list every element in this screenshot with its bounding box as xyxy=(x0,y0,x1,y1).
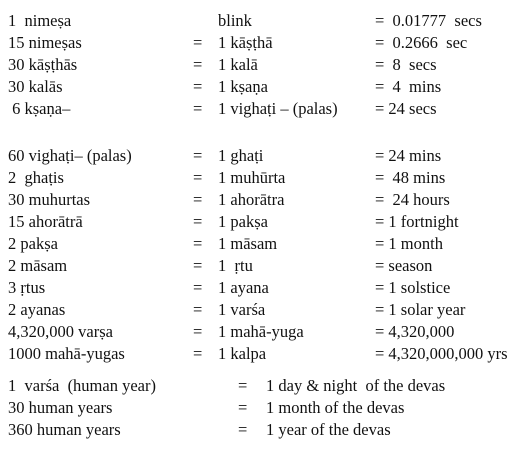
unit-to: 1 kalā xyxy=(218,55,258,74)
unit-from: 30 human years xyxy=(8,398,113,417)
equals-sign: = xyxy=(193,146,203,165)
equivalent-value: = 4 mins xyxy=(375,77,442,96)
table-row xyxy=(0,167,532,189)
unit-to: blink xyxy=(218,11,252,30)
table-row xyxy=(0,397,532,419)
unit-to: 1 ahorātra xyxy=(218,190,285,209)
unit-to: 1 varśa xyxy=(218,300,266,319)
equals-sign: = xyxy=(193,33,203,52)
equivalent-value: = 24 mins xyxy=(375,146,442,165)
unit-from: 60 vighaṭi– (palas) xyxy=(8,146,132,165)
equivalent-value: = 24 secs xyxy=(375,99,437,118)
unit-to: 1 ṛtu xyxy=(218,256,253,275)
table-row xyxy=(0,419,532,441)
unit-to: 1 pakṣa xyxy=(218,212,268,231)
unit-from: 15 ahorātrā xyxy=(8,212,83,231)
unit-to: 1 kṣaṇa xyxy=(218,77,268,96)
equals-sign: = xyxy=(193,99,203,118)
table-row xyxy=(0,32,532,54)
equivalent-value: = season xyxy=(375,256,433,275)
table-row xyxy=(0,189,532,211)
unit-from: 2 pakṣa xyxy=(8,234,58,253)
equals-sign: = xyxy=(193,234,203,253)
table-row xyxy=(0,76,532,98)
unit-to: 1 mahā-yuga xyxy=(218,322,304,341)
table-row xyxy=(0,98,532,120)
equals-sign: = xyxy=(193,344,203,363)
equals-sign: = xyxy=(238,398,248,417)
table-row xyxy=(0,54,532,76)
unit-to: 1 ghaṭi xyxy=(218,146,264,165)
unit-to: 1 day & night of the devas xyxy=(266,376,446,395)
table-row xyxy=(0,375,532,397)
equals-sign: = xyxy=(193,256,203,275)
unit-to: 1 muhūrta xyxy=(218,168,286,187)
equivalent-value: = 1 fortnight xyxy=(375,212,459,231)
equivalent-value: = 1 solar year xyxy=(375,300,466,319)
table-row xyxy=(0,211,532,233)
unit-from: 1000 mahā-yugas xyxy=(8,344,125,363)
unit-to: 1 month of the devas xyxy=(266,398,405,417)
unit-to: 1 ayana xyxy=(218,278,269,297)
unit-to: 1 kāṣṭhā xyxy=(218,33,273,52)
table-row xyxy=(0,321,532,343)
equals-sign: = xyxy=(238,420,248,439)
equals-sign: = xyxy=(238,376,248,395)
unit-to: 1 māsam xyxy=(218,234,278,253)
equals-sign: = xyxy=(193,322,203,341)
unit-from: 30 kāṣṭhās xyxy=(8,55,78,74)
table-row xyxy=(0,343,532,365)
unit-to: 1 kalpa xyxy=(218,344,267,363)
unit-from: 30 muhurtas xyxy=(8,190,91,209)
equivalent-value: = 8 secs xyxy=(375,55,437,74)
equals-sign: = xyxy=(193,212,203,231)
equivalent-value: = 24 hours xyxy=(375,190,450,209)
equivalent-value: = 4,320,000,000 yrs xyxy=(375,344,508,363)
equals-sign: = xyxy=(193,168,203,187)
unit-to: 1 year of the devas xyxy=(266,420,391,439)
table-row xyxy=(0,10,532,32)
equivalent-value: = 1 solstice xyxy=(375,278,451,297)
unit-from: 2 ghaṭis xyxy=(8,168,64,187)
unit-from: 1 varśa (human year) xyxy=(8,376,156,395)
equivalent-value: = 0.01777 secs xyxy=(375,11,482,30)
table-row xyxy=(0,277,532,299)
equals-sign: = xyxy=(193,190,203,209)
equals-sign: = xyxy=(193,278,203,297)
equivalent-value: = 0.2666 sec xyxy=(375,33,468,52)
unit-from: 1 nimeṣa xyxy=(8,11,72,30)
unit-from: 6 kṣaṇa– xyxy=(8,99,71,118)
unit-from: 3 ṛtus xyxy=(8,278,46,297)
equals-sign: = xyxy=(193,77,203,96)
unit-to: 1 vighaṭi – (palas) xyxy=(218,99,338,118)
unit-from: 15 nimeṣas xyxy=(8,33,82,52)
unit-from: 30 kalās xyxy=(8,77,63,96)
table-row xyxy=(0,299,532,321)
unit-from: 4,320,000 varṣa xyxy=(8,322,113,341)
equivalent-value: = 1 month xyxy=(375,234,443,253)
table-row xyxy=(0,233,532,255)
table-row xyxy=(0,255,532,277)
equals-sign: = xyxy=(193,55,203,74)
equals-sign: = xyxy=(193,300,203,319)
equivalent-value: = 48 mins xyxy=(375,168,446,187)
table-row xyxy=(0,145,532,167)
equivalent-value: = 4,320,000 xyxy=(375,322,455,341)
unit-from: 360 human years xyxy=(8,420,121,439)
unit-from: 2 ayanas xyxy=(8,300,66,319)
unit-from: 2 māsam xyxy=(8,256,68,275)
